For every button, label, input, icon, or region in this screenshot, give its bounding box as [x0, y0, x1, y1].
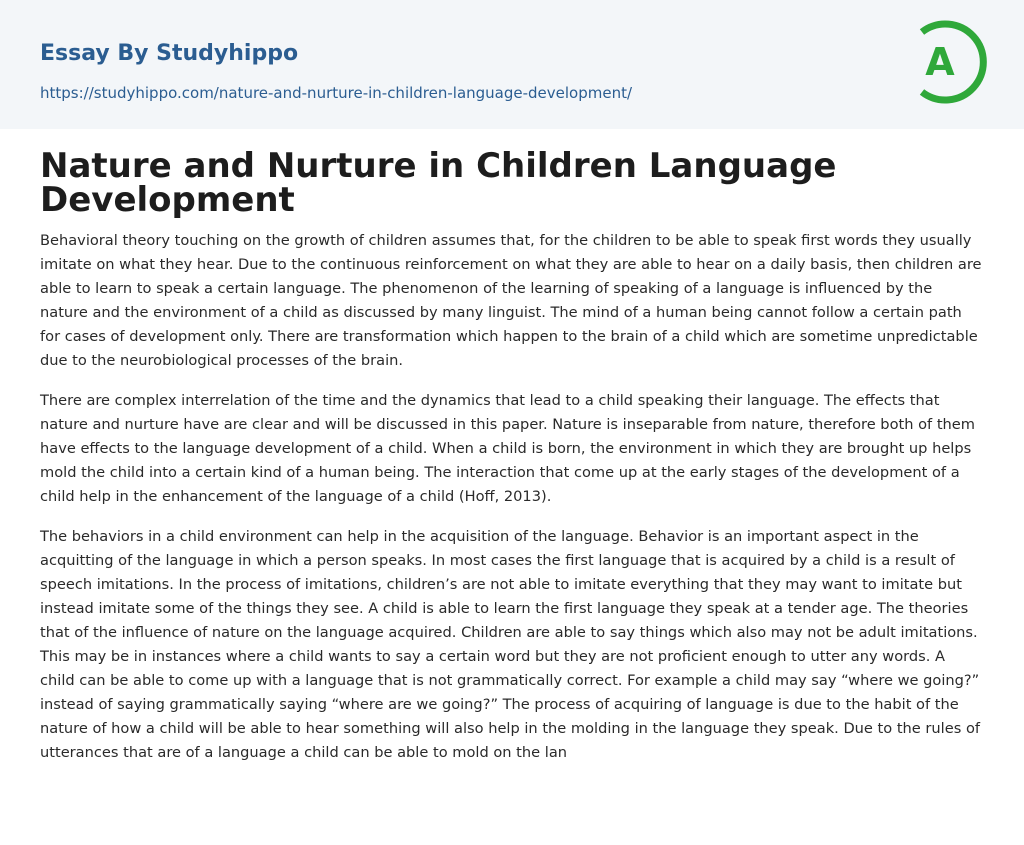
- page-header: [0, 0, 1024, 129]
- site-brand[interactable]: Essay By Studyhippo: [40, 41, 299, 66]
- green-ring-a-logo-icon[interactable]: [904, 18, 992, 106]
- logo-letter: A: [925, 40, 955, 84]
- source-url-link[interactable]: https://studyhippo.com/nature-and-nurture-in-children-language-development/: [40, 84, 633, 102]
- essay-body: [40, 229, 984, 781]
- essay-title: Nature and Nurture in Children Language Development: [40, 146, 837, 220]
- essay-paragraph-3: The behaviors in a child environment can help in the acquisition of the language. Behavior is an important aspect in the acquitting of the language in which a person speaks. In most cases the first language that is acquired by a child is a result of speech imitations. In the process of imitations, children’s are not able to imitate everything that they may want to imitate but instead imitate some of the things they see. A child is able to learn the first language they speak at a tender age. The theories that of the influence of nature on the language acquired. Children are able to say things which also may not be adult imitations. This may be in instances where a child wants to say a certain word but they are not proficient enough to utter any words. A child can be able to come up with a language that is not grammatically correct. For example a child may say “where we going?” instead of saying grammatically saying “where are we going?” The process of acquiring of language is due to the habit of the nature of how a child will be able to hear something will also help in the molding in the language they speak. Due to the rules of utterances that are of a language a child can be able to mold on the lan: [40, 528, 981, 761]
- essay-paragraph-1: Behavioral theory touching on the growth of children assumes that, for the children to be able to speak first words they usually imitate on what they hear. Due to the continuous reinforcement on what they are able to hear on a daily basis, then children are able to learn to speak a certain language. The phenomenon of the learning of speaking of a language is influenced by the nature and the environment of a child as discussed by many linguist. The mind of a human being cannot follow a certain path for cases of development only. There are transformation which happen to the brain of a child which are sometime unpredictable due to the neurobiological processes of the brain.: [40, 232, 982, 369]
- essay-paragraph-2: There are complex interrelation of the time and the dynamics that lead to a child speaking their language. The effects that nature and nurture have are clear and will be discussed in this paper. Nature is inseparable from nature, therefore both of them have effects to the language development of a child. When a child is born, the environment in which they are brought up helps mold the child into a certain kind of a human being. The interaction that come up at the early stages of the development of a child help in the enhancement of the language of a child (Hoff, 2013).: [40, 392, 975, 505]
